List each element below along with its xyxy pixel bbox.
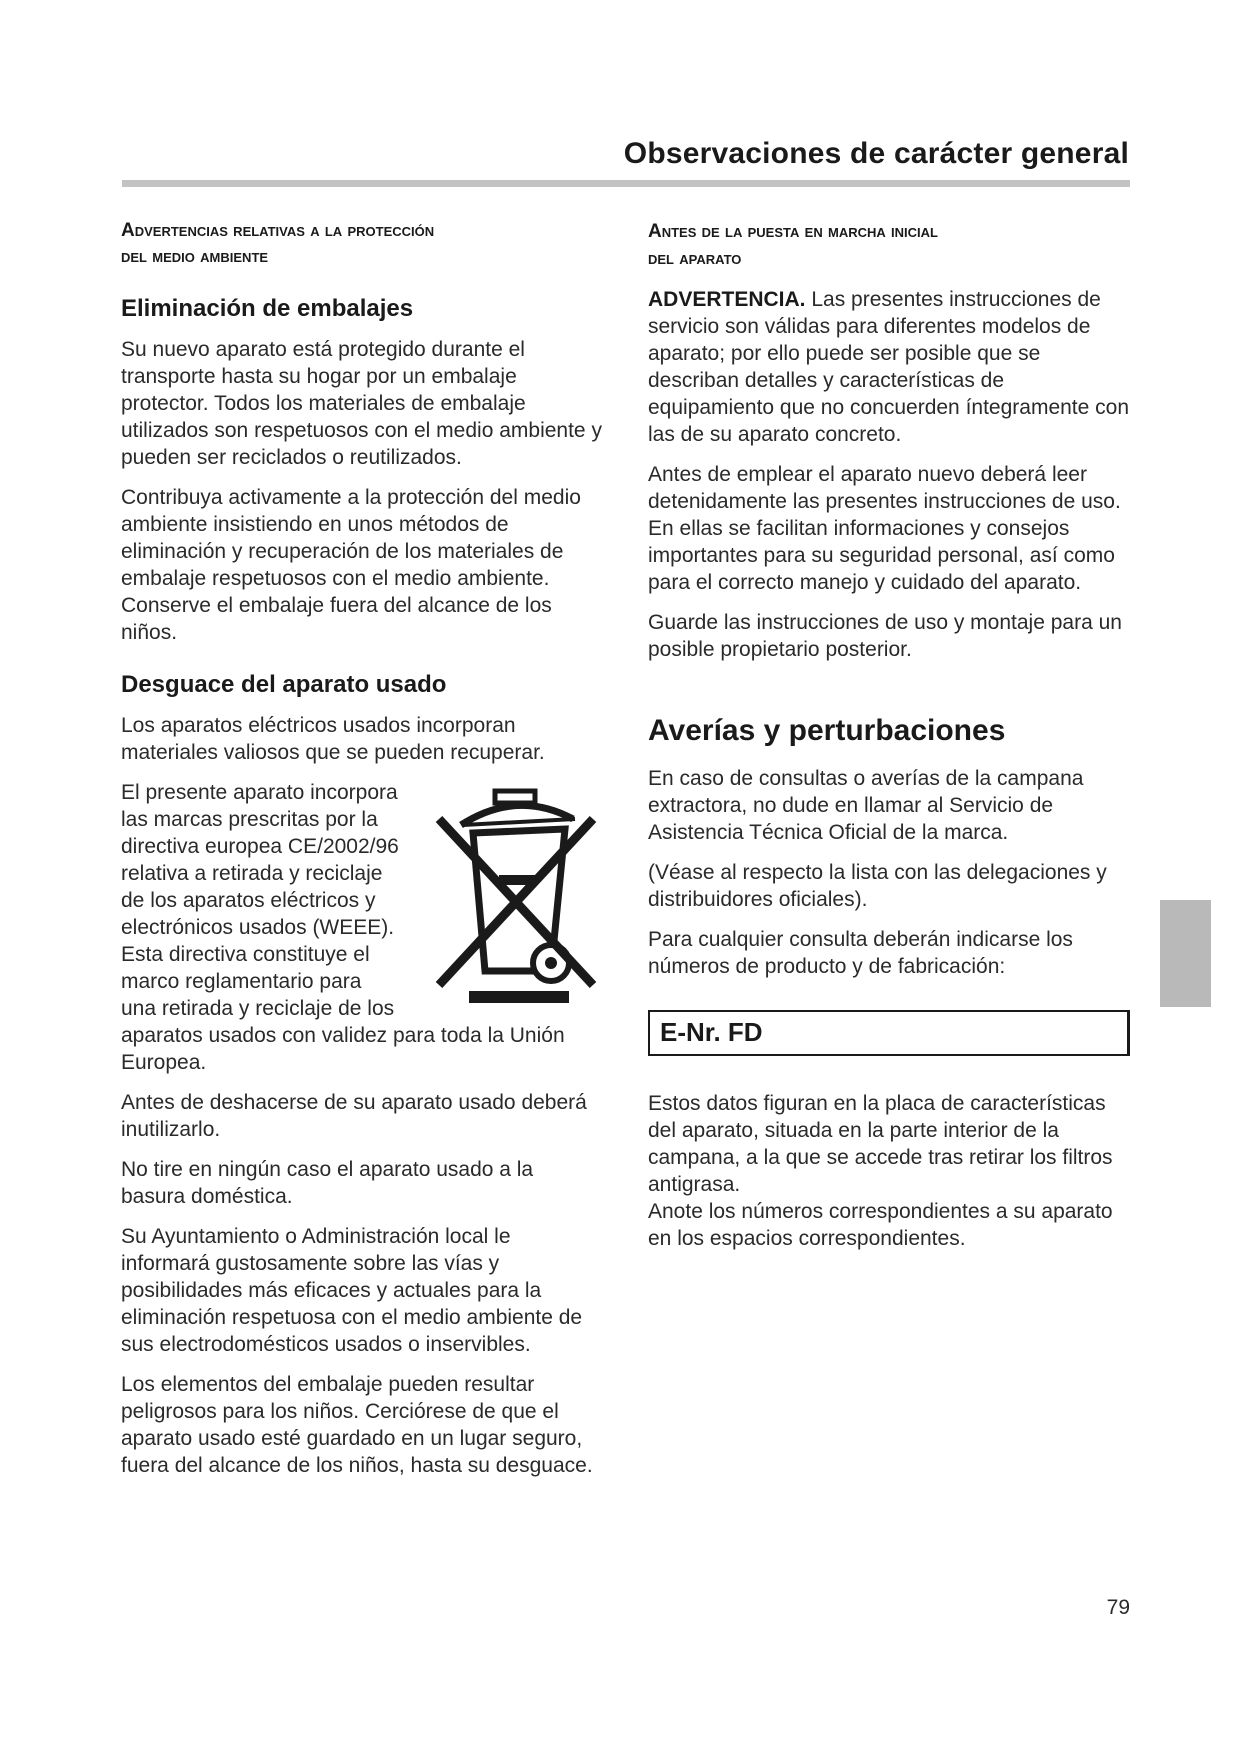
- weee-block: [121, 779, 603, 1076]
- right-column: [648, 218, 1130, 1265]
- disposal-paragraph-3: Antes de deshacerse de su aparato usado deberá inutilizarlo.: [121, 1091, 587, 1141]
- weee-line: Esta directiva constituye el: [121, 943, 370, 966]
- weee-line: una retirada y reciclaje de los: [121, 997, 395, 1020]
- header-rule: [122, 180, 1130, 187]
- read-instructions-paragraph: Antes de emplear el aparato nuevo deberá leer detenidamente las presentes instrucciones de uso. En ellas se facilitan informaciones y consejos importantes para su seguridad personal, así como para el correcto manejo y cuidado del aparato.: [648, 463, 1121, 594]
- left-column: [121, 218, 603, 1492]
- before-startup-heading-line2: del aparato: [648, 248, 742, 269]
- note-numbers-paragraph: Anote los números correspondientes a su aparato en los espacios correspondientes.: [648, 1200, 1113, 1250]
- warning-text: Las presentes instrucciones de servicio son válidas para diferentes modelos de aparato; por ello puede ser posible que se describan detalles y características de equipamiento que no concuerden íntegramente con las de su aparato concreto.: [648, 288, 1130, 446]
- env-heading-line2: del medio ambiente: [121, 246, 269, 267]
- faults-paragraph-1: En caso de consultas o averías de la campana extractora, no dude en llamar al Servicio de Asistencia Técnica Oficial de la marca.: [648, 767, 1084, 844]
- disposal-paragraph-6: Los elementos del embalaje pueden resultar peligrosos para los niños. Cerciórese de que el aparato usado esté guardado en un lugar seguro, fuera del alcance de los niños, hasta su desguace.: [121, 1373, 593, 1477]
- weee-line: El presente aparato incorpora: [121, 781, 398, 804]
- weee-crossed-bin-icon: [433, 785, 601, 1005]
- env-heading-line1: Advertencias relativas a la protección: [121, 220, 435, 241]
- faults-section-title: Averías y perturbaciones: [648, 714, 1006, 747]
- warning-label: ADVERTENCIA.: [648, 288, 806, 311]
- side-thumb-tab: [1160, 900, 1211, 1007]
- packaging-paragraph-2: Contribuya activamente a la protección del medio ambiente insistiendo en unos métodos de eliminación y recuperación de los materiales de embalaje respetuosos con el medio ambiente. Conserve el embalaje fuera del alcance de los niños.: [121, 486, 581, 644]
- weee-line: relativa a retirada y reciclaje: [121, 862, 383, 885]
- packaging-paragraph-1: Su nuevo aparato está protegido durante el transporte hasta su hogar por un embalaje protector. Todos los materiales de embalaje utilizados son respetuosos con el medio ambiente y pueden ser reciclados o reutilizados.: [121, 338, 602, 469]
- before-startup-heading: [648, 218, 1130, 272]
- disposal-paragraph-5: Su Ayuntamiento o Administración local le informará gustosamente sobre las vías y posibilidades más eficaces y actuales para la eliminación respetuosa con el medio ambiente de sus electrodomésticos usados o inservibles.: [121, 1225, 583, 1356]
- enr-fd-field: [648, 1010, 1130, 1056]
- disposal-paragraph-4: No tire en ningún caso el aparato usado a la basura doméstica.: [121, 1158, 534, 1208]
- weee-line: marco reglamentario para: [121, 970, 362, 993]
- weee-line: electrónicos usados (WEEE).: [121, 916, 395, 939]
- rating-plate-paragraph: Estos datos figuran en la placa de características del aparato, situada en la parte interior de la campana, a la que se accede tras retirar los filtros antigrasa.: [648, 1092, 1113, 1196]
- faults-paragraph-2: (Véase al respecto la lista con las delegaciones y distribuidores oficiales).: [648, 861, 1107, 911]
- warning-paragraph: [648, 286, 1130, 448]
- enr-fd-label: E-Nr. FD: [660, 1017, 763, 1047]
- weee-line: de los aparatos eléctricos y: [121, 889, 376, 912]
- weee-line: las marcas prescritas por la: [121, 808, 378, 831]
- page-number: 79: [1106, 1596, 1130, 1619]
- keep-instructions-paragraph: Guarde las instrucciones de uso y montaje para un posible propietario posterior.: [648, 611, 1122, 661]
- packaging-disposal-title: Eliminación de embalajes: [121, 295, 414, 322]
- before-startup-heading-line1: Antes de la puesta en marcha inicial: [648, 221, 938, 242]
- weee-line: Europea.: [121, 1051, 207, 1074]
- appliance-disposal-title: Desguace del aparato usado: [121, 671, 447, 698]
- disposal-paragraph-1: Los aparatos eléctricos usados incorporan materiales valiosos que se pueden recuperar.: [121, 714, 545, 764]
- env-heading: [121, 218, 603, 270]
- weee-line: aparatos usados con validez para toda la Unión: [121, 1024, 565, 1047]
- weee-line: directiva europea CE/2002/96: [121, 835, 399, 858]
- page-title: Observaciones de carácter general: [623, 137, 1129, 170]
- faults-paragraph-3: Para cualquier consulta deberán indicarse los números de producto y de fabricación:: [648, 928, 1073, 978]
